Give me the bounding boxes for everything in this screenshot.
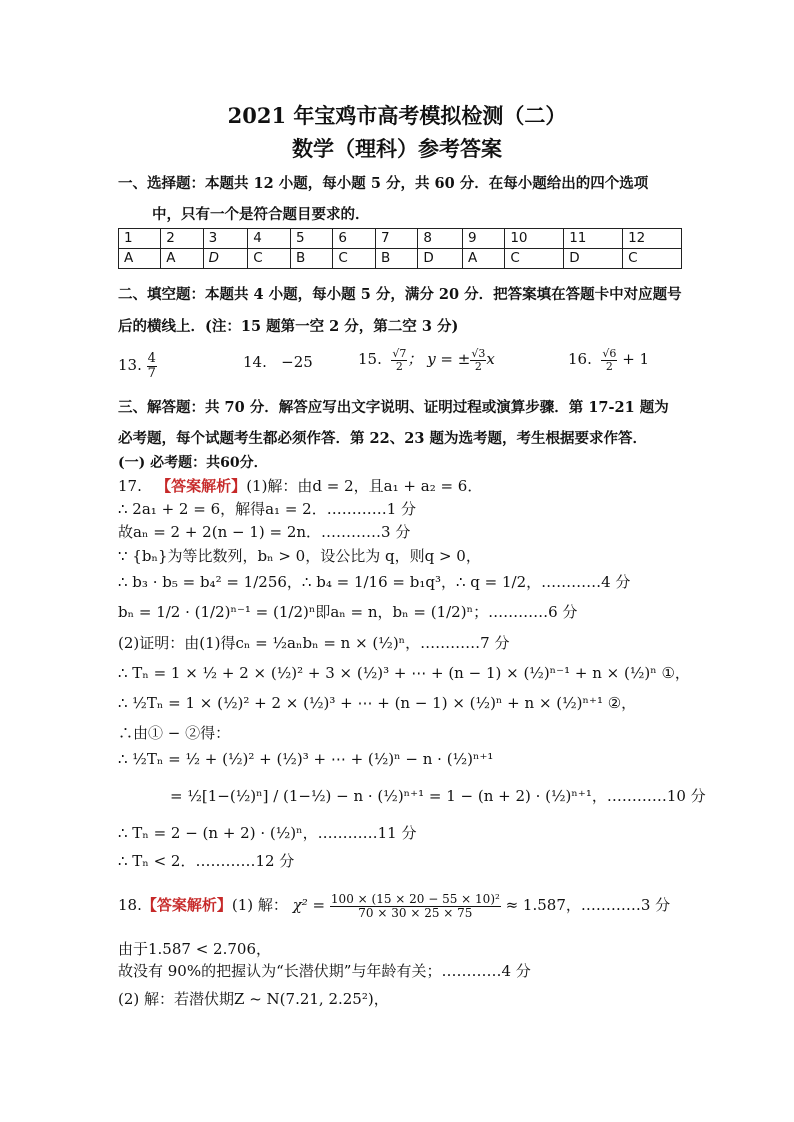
q18-text: (1) 解：: [231, 896, 288, 915]
q15-answer-a: [391, 348, 407, 372]
q-number: 6: [333, 229, 376, 249]
q17-line1: [118, 475, 482, 496]
q-number: 5: [290, 229, 332, 249]
answer-table: [118, 228, 682, 269]
q17-line14: ∴ Tₙ < 2．…………12 分: [118, 852, 295, 870]
answer-analysis-tag: 【答案解析】: [141, 896, 232, 915]
q-number: 10: [505, 229, 564, 249]
q-number: 12: [623, 229, 682, 249]
q17-line13: ∴ Tₙ = 2 − (n + 2) · (½)ⁿ，…………11 分: [118, 824, 417, 842]
q-number: 7: [376, 229, 418, 249]
q-answer: B: [376, 249, 418, 269]
doc-subtitle: 数学（理科）参考答案: [292, 136, 502, 161]
answer-table-number-row: [119, 229, 682, 249]
q13-den: 7: [147, 365, 156, 381]
q17-line6: bₙ = 1/2 · (1/2)ⁿ⁻¹ = (1/2)ⁿ即aₙ = n，bₙ = (1/2)ⁿ；…………6 分: [118, 603, 578, 621]
q16-label: 16.: [568, 350, 592, 369]
q-number: 1: [119, 229, 161, 249]
q17-line11: ∴ ½Tₙ = ½ + (½)² + (½)³ + ⋯ + (½)ⁿ − n · (½)ⁿ⁺¹: [118, 750, 494, 768]
q13-label: 13.: [118, 356, 142, 375]
section3-line2: 必考题，每个试题考生都必须作答．第 22、23 题为选考题，考生根据要求作答．: [118, 430, 647, 447]
q14-label: 14.: [243, 353, 267, 371]
q15-answer-c: [470, 348, 486, 372]
q15-answer-d: x: [486, 350, 495, 369]
q17-line10: ∴由① − ②得：: [118, 724, 231, 742]
q15-c-den: 2: [474, 359, 482, 373]
q-answer: C: [248, 249, 291, 269]
section2-line1: 二、填空题：本题共 4 小题，每小题 5 分，满分 20 分．把答案填在答题卡中对应题号: [118, 286, 682, 303]
q15-a-den: 2: [395, 359, 403, 373]
q-answer: C: [505, 249, 564, 269]
q17-line8: ∴ Tₙ = 1 × ½ + 2 × (½)² + 3 × (½)³ + ⋯ + (n − 1) × (½)ⁿ⁻¹ + n × (½)ⁿ ①，: [118, 664, 690, 682]
chi-square-numerator: 100 × (15 × 20 − 55 × 10)²: [330, 892, 500, 906]
fill-q15: [358, 348, 495, 372]
q16-den: 2: [605, 359, 613, 373]
q17-line2: ∴ 2a₁ + 2 = 6，解得a₁ = 2．…………1 分: [118, 500, 417, 518]
q-answer: A: [463, 249, 505, 269]
section2-line2: 后的横线上．(注：15 题第一空 2 分，第二空 3 分): [118, 318, 459, 335]
q-number: 11: [564, 229, 623, 249]
q-answer: C: [623, 249, 682, 269]
q17-number: 17.: [118, 477, 142, 495]
q18-number: 18.: [118, 896, 142, 915]
q-number: 8: [418, 229, 463, 249]
section3-line3: (一) 必考题：共60分．: [118, 455, 268, 471]
q-answer: A: [119, 249, 161, 269]
q-answer: A: [161, 249, 203, 269]
section3-line1: 三、解答题：共 70 分．解答应写出文字说明、证明过程或演算步骤．第 17-21 题为: [118, 399, 669, 416]
q-answer: D: [203, 249, 248, 269]
q17-line5: ∴ b₃ · b₅ = b₄² = 1/256，∴ b₄ = 1/16 = b₁q³，∴ q = 1/2，…………4 分: [118, 573, 631, 591]
q13-num: 4: [147, 351, 156, 366]
chi-square-fraction: [330, 893, 501, 919]
q16-answer-frac: [601, 348, 617, 372]
q16-answer-rest: + 1: [622, 350, 650, 369]
q-number: 2: [161, 229, 203, 249]
q17-line12: = ½[1−(½)ⁿ] / (1−½) − n · (½)ⁿ⁺¹ = 1 − (n + 2) · (½)ⁿ⁺¹，…………10 分: [170, 787, 706, 805]
q17-line4: ∵ {bₙ}为等比数列，bₙ > 0，设公比为 q，则q > 0，: [118, 547, 481, 565]
q-number: 3: [203, 229, 248, 249]
q13-answer: [147, 352, 157, 380]
q15-c-num: √3: [471, 347, 486, 360]
q18-line4: (2) 解：若潜伏期Z ~ N(7.21, 2.25²)，: [118, 990, 389, 1008]
fill-q14: [243, 353, 313, 371]
chi-square-denominator: 70 × 30 × 25 × 75: [358, 905, 473, 920]
q15-label: 15.: [358, 350, 382, 369]
q-number: 4: [248, 229, 291, 249]
q16-num: √6: [602, 347, 617, 360]
q14-answer: −25: [281, 353, 313, 371]
fill-q16: [568, 348, 649, 372]
q-answer: B: [290, 249, 332, 269]
q15-a-num: √7: [392, 347, 407, 360]
fill-q13: [118, 352, 157, 380]
q15-answer-b: ； y = ±: [407, 350, 471, 369]
chi-square-result: ≈ 1.587，…………3 分: [505, 896, 671, 915]
answer-table-answer-row: [119, 249, 682, 269]
section1-line2: 中，只有一个是符合题目要求的．: [152, 206, 370, 223]
q17-line3: 故aₙ = 2 + 2(n − 1) = 2n．…………3 分: [118, 523, 411, 541]
q-answer: C: [333, 249, 376, 269]
q18-line3: 故没有 90%的把握认为“长潜伏期”与年龄有关；…………4 分: [118, 962, 531, 980]
q-answer: D: [418, 249, 463, 269]
q-number: 9: [463, 229, 505, 249]
doc-title: 2021 年宝鸡市高考模拟检测（二）: [227, 103, 567, 128]
chi-square-symbol: χ² =: [292, 896, 326, 915]
q18-line2: 由于1.587 < 2.706，: [118, 940, 271, 958]
q17-line7: (2)证明：由(1)得cₙ = ½aₙbₙ = n × (½)ⁿ，…………7 分: [118, 634, 510, 652]
q17-text: (1)解：由d = 2，且a₁ + a₂ = 6．: [246, 477, 483, 495]
q-answer: D: [564, 249, 623, 269]
q18-line1: [118, 893, 670, 919]
answer-analysis-tag: 【答案解析】: [156, 477, 247, 495]
q17-line9: ∴ ½Tₙ = 1 × (½)² + 2 × (½)³ + ⋯ + (n − 1) × (½)ⁿ + n × (½)ⁿ⁺¹ ②，: [118, 694, 637, 712]
section1-line1: 一、选择题：本题共 12 小题，每小题 5 分，共 60 分．在每小题给出的四个选项: [118, 175, 649, 192]
